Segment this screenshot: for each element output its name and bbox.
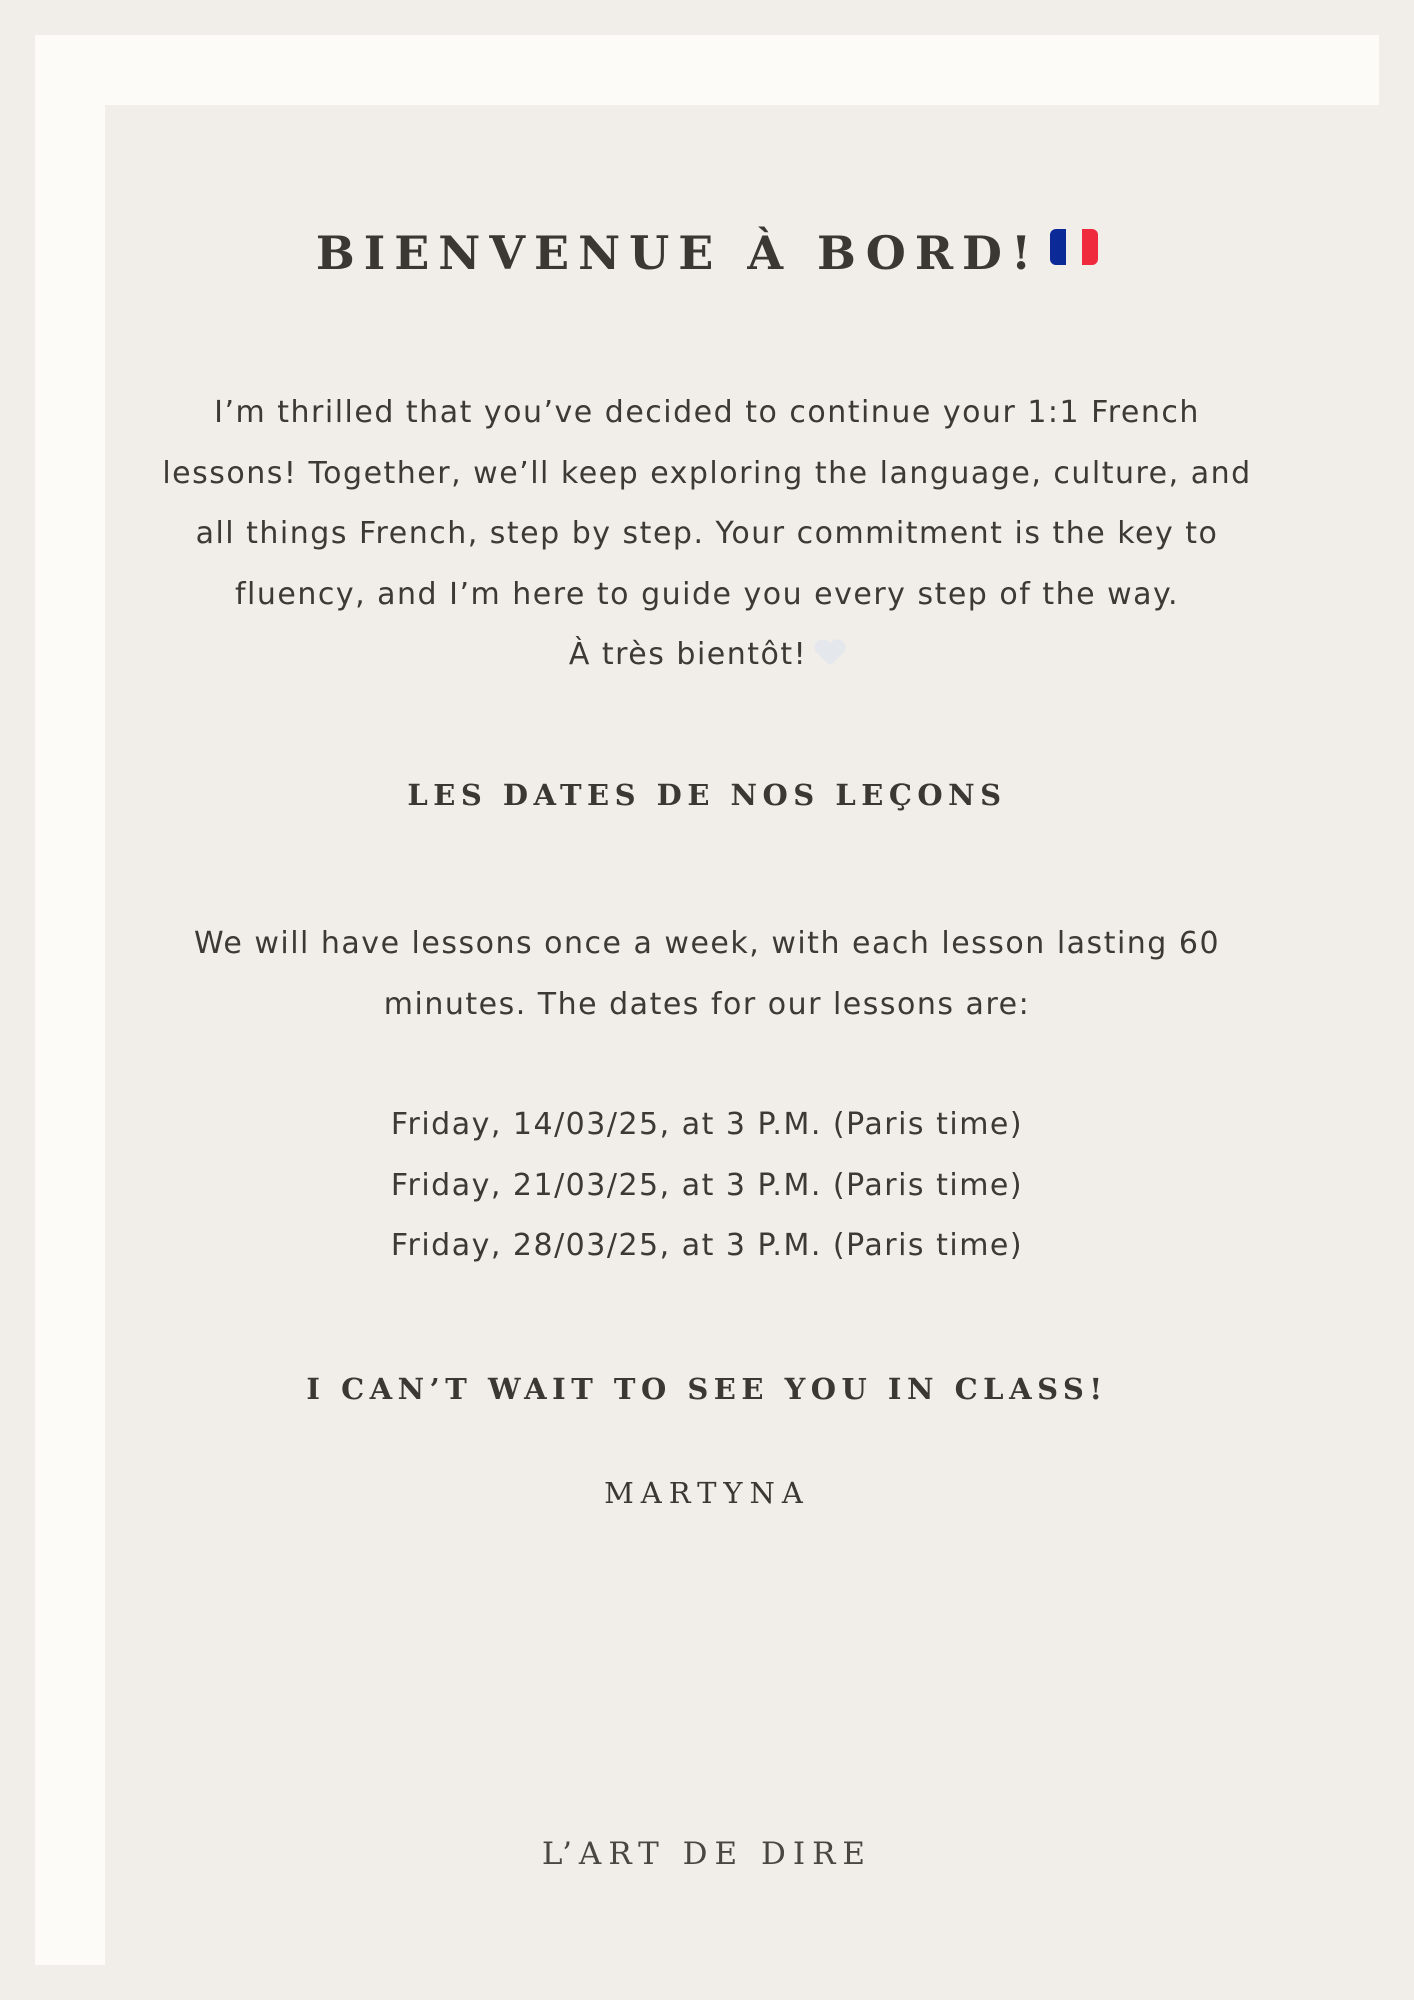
- footer-brand: L’ART DE DIRE: [541, 1836, 873, 1872]
- lesson-date: Friday, 21/03/25, at 3 P.M. (Paris time): [390, 1167, 1024, 1203]
- intro-closing: [0, 625, 1414, 686]
- intro-paragraph: [0, 383, 1414, 686]
- france-flag-icon: [1050, 229, 1098, 265]
- signature: MARTYNA: [604, 1476, 810, 1510]
- lesson-date: Friday, 28/03/25, at 3 P.M. (Paris time): [390, 1228, 1024, 1263]
- intro-line: lessons! Together, we’ll keep exploring the language, culture, and: [162, 455, 1252, 491]
- intro-line: fluency, and I’m here to guide you every step of the way.: [234, 576, 1180, 612]
- white-heart-icon: [815, 638, 845, 668]
- lesson-dates-list: [0, 1095, 1414, 1277]
- closing-heading: I CAN’T WAIT TO SEE YOU IN CLASS!: [306, 1372, 1108, 1406]
- lesson-dates-heading: LES DATES DE NOS LEÇONS: [407, 778, 1007, 812]
- page-title: [0, 226, 1414, 280]
- lesson-date: Friday, 14/03/25, at 3 P.M. (Paris time): [390, 1107, 1024, 1142]
- page-title-text: BIENVENUE À BORD!: [315, 226, 1041, 280]
- lesson-intro-paragraph: [0, 914, 1414, 1035]
- intro-closing-text: À très bientôt!: [568, 637, 808, 672]
- intro-line: I’m thrilled that you’ve decided to continue your 1:1 French: [214, 395, 1200, 430]
- lesson-intro-line: We will have lessons once a week, with each lesson lasting 60: [193, 926, 1221, 961]
- lesson-intro-line: minutes. The dates for our lessons are:: [383, 986, 1031, 1022]
- intro-line: all things French, step by step. Your commitment is the key to: [195, 516, 1219, 551]
